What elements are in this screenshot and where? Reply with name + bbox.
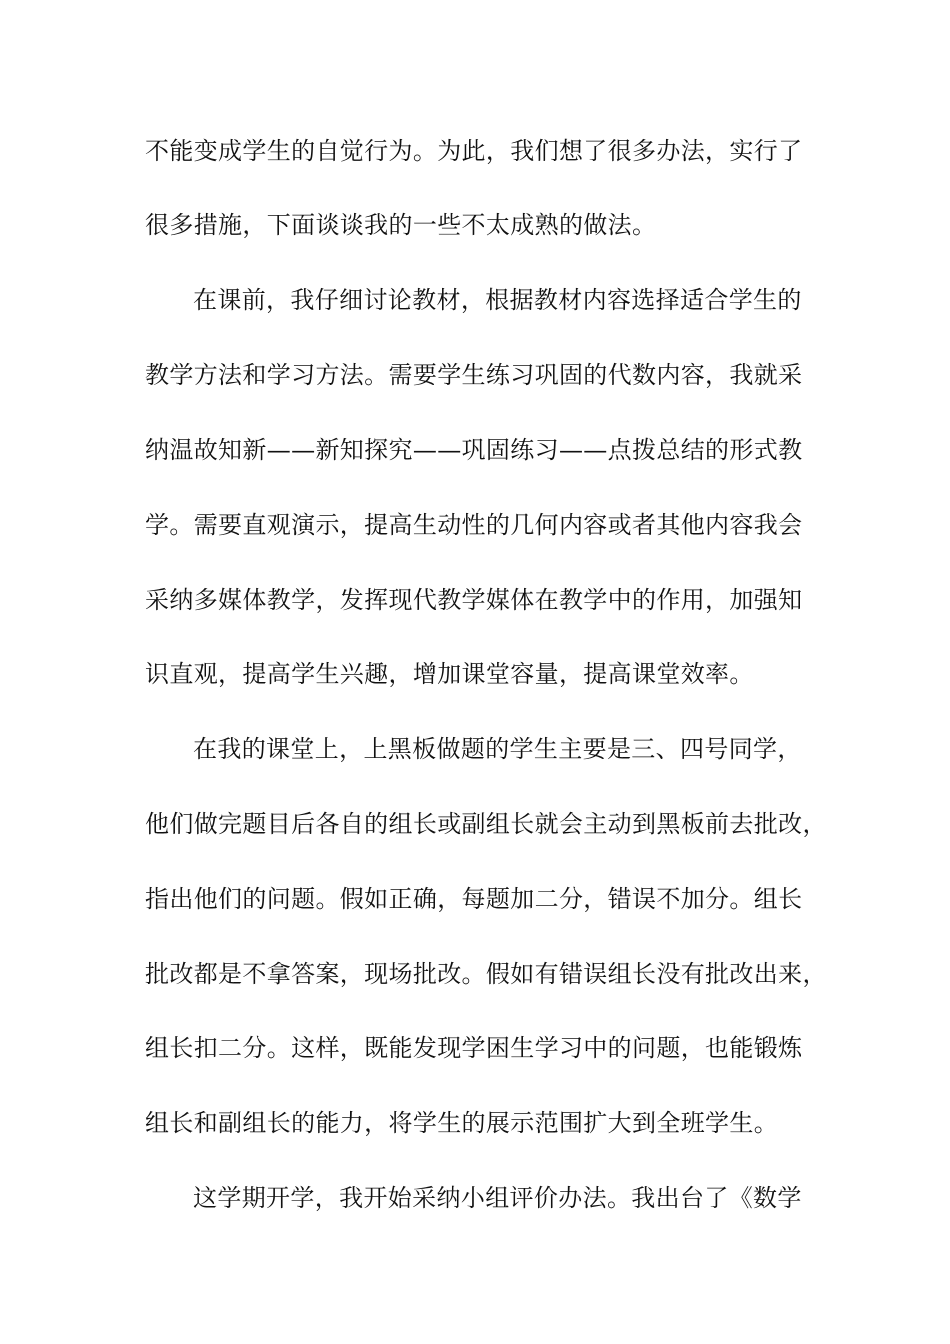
text-line: 他们做完题目后各自的组长或副组长就会主动到黑板前去批改， xyxy=(145,810,827,838)
text-line: 采纳多媒体教学，发挥现代教学媒体在教学中的作用，加强知 xyxy=(145,586,803,614)
text-line: 很多措施，下面谈谈我的一些不太成熟的做法。 xyxy=(145,211,657,239)
paragraph-start-line: 在我的课堂上，上黑板做题的学生主要是三、四号同学， xyxy=(193,735,802,763)
paragraph-start-line: 在课前，我仔细讨论教材，根据教材内容选择适合学生的 xyxy=(193,286,802,314)
text-line: 组长和副组长的能力，将学生的展示范围扩大到全班学生。 xyxy=(145,1109,779,1137)
text-line: 指出他们的问题。假如正确，每题加二分，错误不加分。组长 xyxy=(145,885,803,913)
text-line: 组长扣二分。这样，既能发现学困生学习中的问题，也能锻炼 xyxy=(145,1034,803,1062)
paragraph-start-line: 这学期开学，我开始采纳小组评价办法。我出台了《数学 xyxy=(193,1184,802,1212)
text-line: 不能变成学生的自觉行为。为此，我们想了很多办法，实行了 xyxy=(145,137,803,165)
text-line: 学。需要直观演示，提高生动性的几何内容或者其他内容我会 xyxy=(145,511,803,539)
text-line: 教学方法和学习方法。需要学生练习巩固的代数内容，我就采 xyxy=(145,361,803,389)
text-line: 识直观，提高学生兴趣，增加课堂容量，提高课堂效率。 xyxy=(145,660,754,688)
text-line: 纳温故知新——新知探究——巩固练习——点拨总结的形式教 xyxy=(145,436,803,464)
text-line: 批改都是不拿答案，现场批改。假如有错误组长没有批改出来， xyxy=(145,960,827,988)
